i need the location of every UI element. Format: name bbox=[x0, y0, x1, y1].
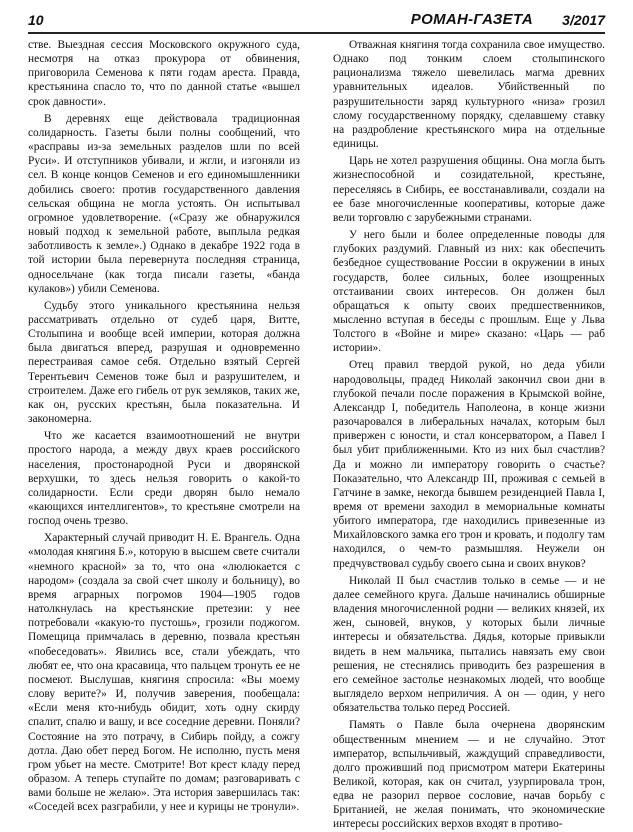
paragraph: Отец правил твердой рукой, но деда убили народовольцы, прадед Николай закончил свои дни в глубокой печали после поражения в Крымской войне, Александр I, победитель Наполеона, в конце жизни разочаровался в либеральных началах, которым был привержен с юности, и стал консерватором, а Павел I был убит приближенными. Кто из них был счастлив? Да и можно ли императору говорить о счастье? Показательно, что Александр III, проживая с семьей в Гатчине в замке, некогда бывшем резиденцией Павла I, время от времени заходил в мемориальные комнаты убитого императора, где находились привезенные из Михайловского замка его трон и кровать, и подолгу там находился, о чем-то размышляя. Неужели он предчувствовал судьбу своего сына и своих внуков? bbox=[333, 359, 605, 570]
page-number: 10 bbox=[28, 12, 44, 28]
paragraph: Николай II был счастлив только в семье — и не далее семейного круга. Дальше начинались обширные владения многочисленной родни — великих князей, их жен, сыновей, внуков, у которых были личные интересы и обязательства. Дядья, которые привыкли видеть в нем мальчика, пытались навязать ему свои решения, не стеснялись приводить без разрешения в его семейное застолье незнакомых людей, что вообще выглядело верхом неприличия. А он — один, у него обязательства только перед Россией. bbox=[333, 574, 605, 715]
paragraph: Что же касается взаимоотношений не внутри простого народа, а между двух краев российского населения, простонародной Руси и дворянской верхушки, то здесь нельзя говорить о какой-то солидарности. Если среди дворян было немало «кающихся интеллигентов», то крестьяне смотрели на господ очень трезво. bbox=[28, 430, 300, 528]
right-column bbox=[333, 38, 605, 831]
magazine-title: РОМАН-ГАЗЕТА bbox=[410, 11, 533, 28]
paragraph: Память о Павле была очернена дворянским общественным мнением — и не случайно. Этот император, вспыльчивый, жаждущий справедливости, долго проживший под присмотром матери Екатерины Великой, которая, как он считал, узурпировала трон, едва не разорил первое сословие, начав борьбу с Британией, не желая понимать, что экономические интересы российских верхов входят в противо- bbox=[333, 719, 605, 831]
paragraph: стве. Выездная сессия Московского окружного суда, несмотря на отказ прокурора от обвинения, приговорила Семенова к пяти годам ареста. Правда, крестьянина спасло то, что по данной статье «вышел срок давности». bbox=[28, 39, 300, 108]
paragraph: Судьбу этого уникального крестьянина нельзя рассматривать отдельно от судеб царя, Витте, Столыпина и вообще всей империи, которая должна была двигаться вперед, разрушая и одновременно перестраивая самое себя. Отдельно взятый Сергей Терентьевич Семенов тоже был и разрушителем, и строителем. Даже его гибель от рук земляков, таких же, как он, русских крестьян, была показательна. И закономерна. bbox=[28, 299, 300, 426]
paragraph: Характерный случай приводит Н. Е. Врангель. Одна «молодая княгиня Б.», которую в высшем свете считали «немного красной» за то, что она «люлюкается с народом» (создала за свой счет школу и больницу), во время аграрных погромов 1904—1905 годов натолкнулась на крестьянские претезии: у нее потребовали «какую-то пустошь», грозили поджогом. Помещица примчалась в деревню, позвала крестьян «побеседовать». Явились все, стали убеждать, что любят ее, что она красавица, что пальцем тронуть ее не посмеют. Выслушав, княгиня спросила: «Вы моему слову верите?» И, получив заверения, пообещала: «Если меня кто-нибудь обидит, хоть одну скирду спалит, спалю и вашу, и все соседние деревни. Поняли? Состояние на это потрачу, в Сибирь пойду, а сожгу дотла. Даю обет перед Богом. Не исполню, пусть меня гром убьет на месте. Смотрите! Вот крест кладу перед образом. А теперь ступайте по домам; разговаривать с вами больше не желаю». Эта история завершилась так: «Соседей всех разграбили, у нее и курицы не тронули». bbox=[28, 532, 300, 814]
running-header bbox=[28, 10, 605, 34]
issue-number: 3/2017 bbox=[562, 12, 605, 28]
paragraph: В деревнях еще действовала традиционная солидарность. Газеты были полны сообщений, что «расправы из-за земельных разделов шли по всей Руси». И отступников убивали, и жгли, и изгоняли из сел. В конце концов Семенов и его единомышленники добились своего: против государственного давления сельская община не могла устоять. Он испытывал огромное удовлетворение. («Сразу же обнаружился новый подход к земельной работе, выплыла редкая заботливость к земле».) Однако в декабре 1922 года в той истории была перевернута последняя страница, односельчане (как тогда писали газеты, «банда кулаков») убили Семенова. bbox=[28, 112, 300, 295]
paragraph: Отважная княгиня тогда сохранила свое имущество. Однако под тонким слоем столыпинского рационализма тяжело шевелилась магма древних уравнительных идеалов. Убийственный по разрушительности заряд культурного «низа» грозил слому государственному порядку, сделавшему ставку на раздробление крестьянского мира на отдельные единицы. bbox=[333, 39, 605, 151]
paragraph: У него были и более определенные поводы для глубоких раздумий. Главный из них: как обеспечить безбедное существование России в окружении в иных государств, более сильных, более изощренных отстаивании своих интересов. Он должен был обращаться к опыту своих предшественников, мысленно вступая в беседы с прошлым. Еще у Льва Толстого в «Войне и мире» сказано: «Царь — раб истории». bbox=[333, 229, 605, 355]
left-column bbox=[28, 38, 300, 814]
paragraph: Царь не хотел разрушения общины. Она могла быть жизнеспособной и созидательной, крестьяне, переселяясь в Сибирь, ее восстанавливали, создали на ее базе многочисленные кооперативы, которые даже вели торговлю с зарубежными странами. bbox=[333, 155, 605, 224]
